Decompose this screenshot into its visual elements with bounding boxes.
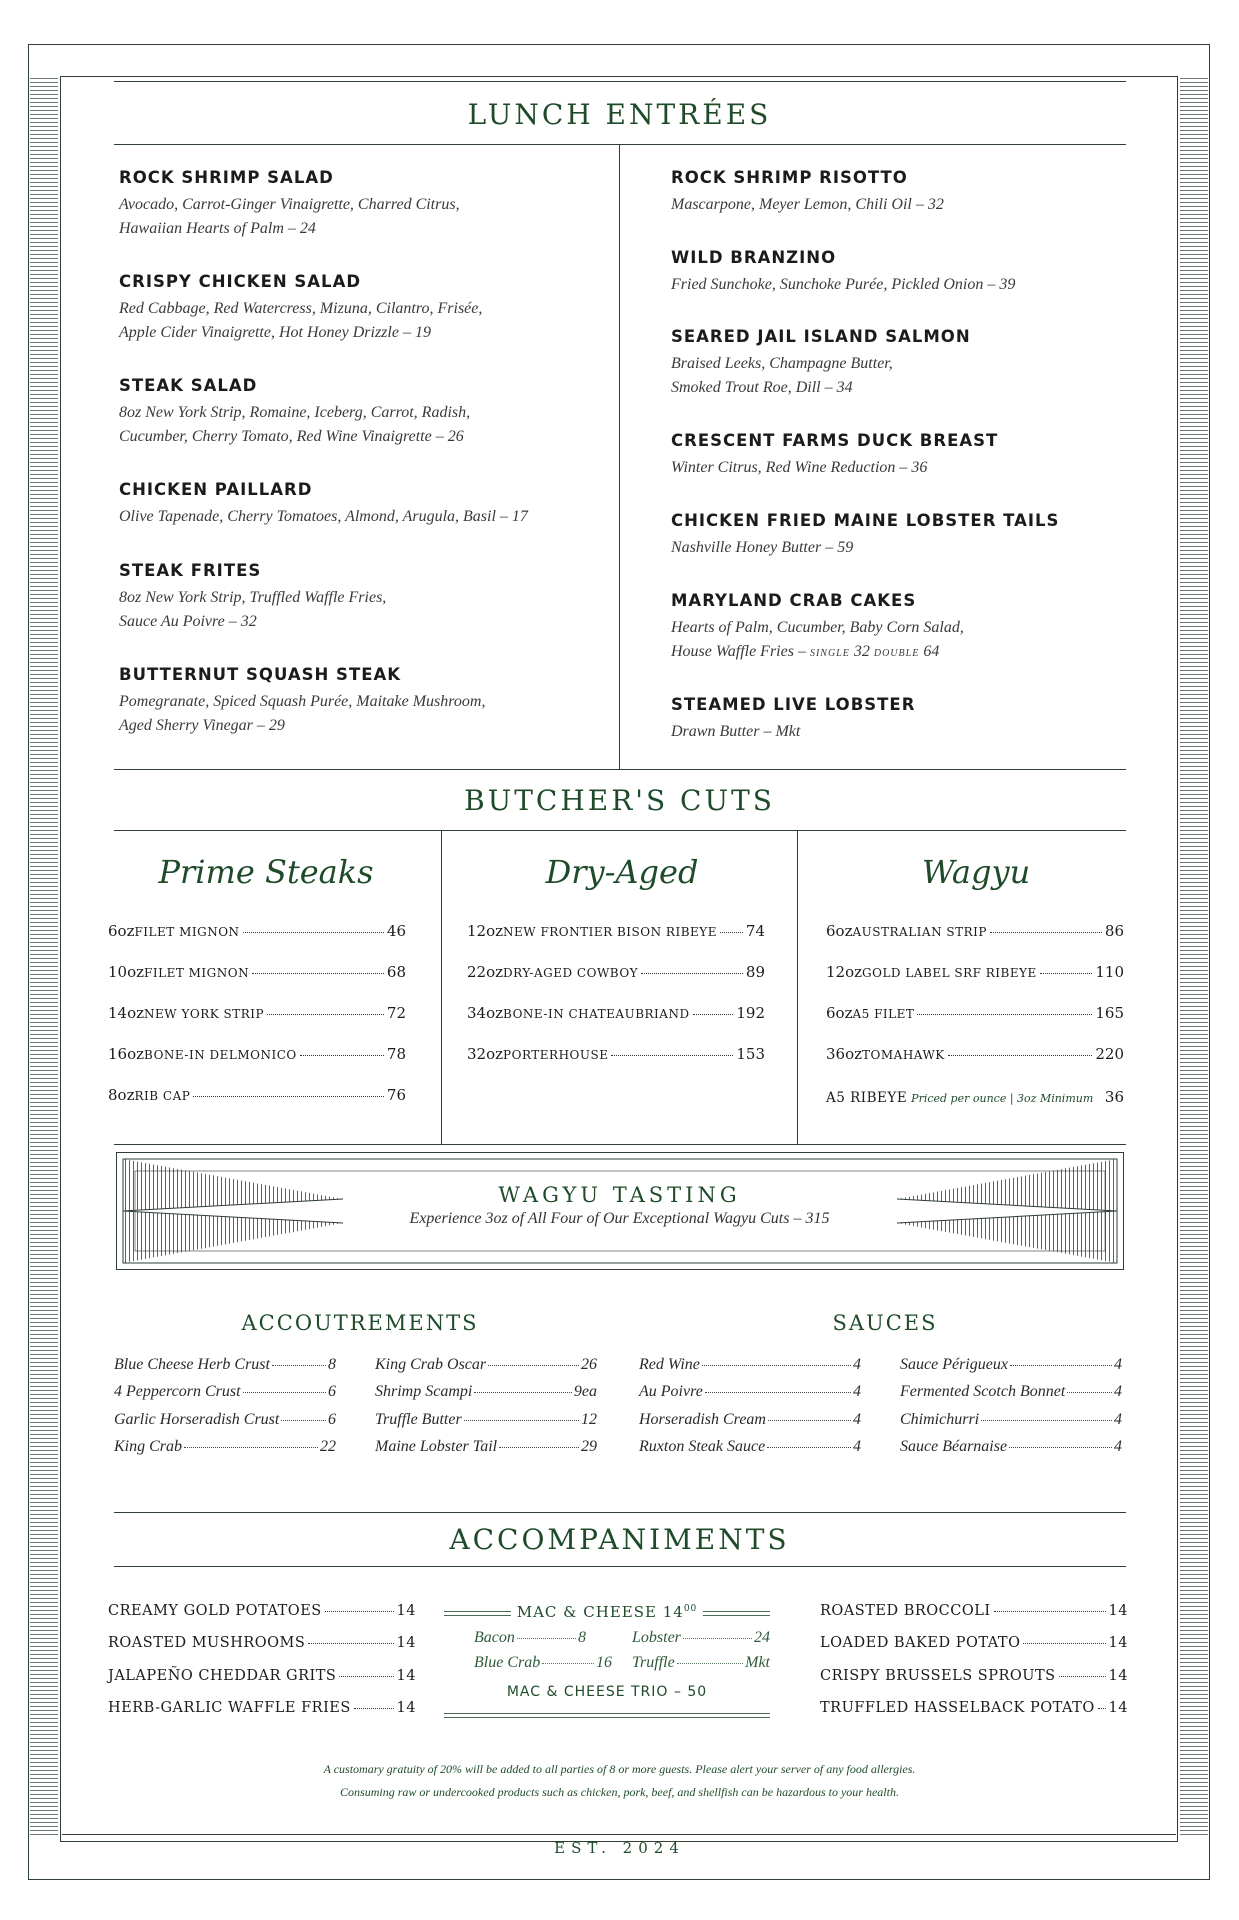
cut-size: 16oz [108, 1045, 145, 1063]
desc-line: Nashville Honey Butter – 59 [671, 539, 854, 556]
list-item [375, 1438, 597, 1456]
list-item [114, 1438, 336, 1456]
cut-row [108, 1045, 406, 1063]
mac-addon-name: Lobster [632, 1629, 681, 1646]
column-divider [797, 831, 798, 1144]
lunch-item [671, 431, 1141, 480]
item-name: SEARED JAIL ISLAND SALMON [671, 327, 971, 346]
item-desc [119, 505, 589, 529]
sauces-title: SAUCES [832, 1311, 938, 1335]
desc-line: Pomegranate, Spiced Squash Purée, Maitake Mushroom, [119, 693, 486, 710]
leader-dots [768, 1420, 851, 1421]
desc-line: Sauce Au Poivre – 32 [119, 613, 257, 630]
cut-row [108, 922, 406, 940]
gratuity-note: A customary gratuity of 20% will be added to all parties of 8 or more guests. Please alert your server of any food allergies. [323, 1762, 916, 1776]
cut-price: 74 [745, 922, 765, 940]
leader-dots [705, 1392, 851, 1393]
leader-dots [272, 1365, 326, 1366]
leader-dots [308, 1643, 393, 1644]
lunch-item [119, 561, 589, 634]
list-item-price: 6 [328, 1383, 336, 1400]
leader-dots [464, 1420, 579, 1421]
mac-addon [632, 1629, 770, 1647]
side-item [820, 1668, 1128, 1684]
list-item-price: 4 [1114, 1383, 1122, 1400]
list-item [375, 1383, 597, 1401]
desc-line: Braised Leeks, Champagne Butter, [671, 355, 893, 372]
list-item [375, 1356, 597, 1374]
desc-line: Hearts of Palm, Cucumber, Baby Corn Salad, [671, 619, 964, 636]
list-item [900, 1411, 1122, 1429]
cut-name: PORTERHOUSE [503, 1048, 609, 1062]
list-item-price: 4 [1114, 1411, 1122, 1428]
leader-dots [184, 1447, 318, 1448]
leader-dots [1059, 1676, 1106, 1677]
list-item-name: Sauce Béarnaise [900, 1438, 1008, 1455]
leader-dots [611, 1055, 733, 1056]
wagyu-tasting-desc: Experience 3oz of All Four of Our Exceptional Wagyu Cuts – 315 [409, 1210, 830, 1227]
leader-dots [339, 1676, 393, 1677]
single-label: SINGLE [809, 648, 850, 659]
list-item-name: Ruxton Steak Sauce [639, 1438, 766, 1455]
mac-addon-price: Mkt [745, 1654, 770, 1671]
list-item-name: Red Wine [639, 1356, 700, 1373]
lunch-item [671, 168, 1141, 217]
mac-trio: MAC & CHEESE TRIO – 50 [506, 1684, 708, 1700]
desc-line: Apple Cider Vinaigrette, Hot Honey Drizzle – 19 [119, 324, 431, 341]
list-item [900, 1356, 1122, 1374]
cut-name: NEW FRONTIER BISON RIBEYE [503, 925, 717, 939]
item-desc [671, 456, 1141, 480]
mac-rule [444, 1713, 770, 1714]
cut-size: 10oz [108, 963, 145, 981]
column-divider [441, 831, 442, 1144]
list-item [900, 1383, 1122, 1401]
cut-row [108, 963, 406, 981]
list-item-name: Fermented Scotch Bonnet [900, 1383, 1066, 1400]
leader-dots [243, 1392, 326, 1393]
desc-line: Smoked Trout Roe, Dill – 34 [671, 379, 853, 396]
list-item-name: Chimichurri [900, 1411, 980, 1428]
cut-size: 14oz [108, 1004, 145, 1022]
raw-food-warning: Consuming raw or undercooked products such as chicken, pork, beef, and shellfish can be hazardous to your health. [340, 1785, 899, 1799]
list-item-name: Truffle Butter [375, 1411, 462, 1428]
mac-addon-price: 16 [596, 1654, 612, 1671]
side-price: 14 [396, 1668, 416, 1684]
cut-size: 36oz [826, 1045, 863, 1063]
cut-size: 12oz [826, 963, 863, 981]
side-price: 14 [396, 1603, 416, 1619]
desc-line: 8oz New York Strip, Romaine, Iceberg, Carrot, Radish, [119, 404, 471, 421]
mac-title [444, 1603, 770, 1621]
leader-dots [693, 1014, 734, 1015]
leader-dots [1023, 1643, 1105, 1644]
cut-size: 6oz [826, 1004, 853, 1022]
list-item-price: 4 [1114, 1356, 1122, 1373]
lunch-item [119, 665, 589, 738]
mac-addon [474, 1654, 612, 1672]
cut-name: NEW YORK STRIP [144, 1007, 265, 1021]
cut-name: A5 FILET [852, 1007, 915, 1021]
leader-dots [193, 1096, 384, 1097]
list-item [114, 1383, 336, 1401]
cut-name: DRY-AGED COWBOY [503, 966, 639, 980]
cut-row [826, 1004, 1124, 1022]
list-item-name: King Crab Oscar [375, 1356, 487, 1373]
list-item-price: 4 [853, 1438, 861, 1455]
item-desc [119, 297, 589, 345]
mac-addon [632, 1654, 770, 1672]
leader-dots [767, 1447, 851, 1448]
item-desc [119, 401, 589, 449]
lunch-item [671, 591, 1141, 666]
cut-name: RIB CAP [134, 1089, 191, 1103]
cut-row [826, 963, 1124, 981]
lunch-item [671, 327, 1141, 400]
side-item [820, 1700, 1128, 1716]
cut-size: 34oz [467, 1004, 504, 1022]
item-name: ROCK SHRIMP SALAD [119, 168, 334, 187]
item-name: CRESCENT FARMS DUCK BREAST [671, 431, 999, 450]
cut-price: 78 [386, 1045, 406, 1063]
list-item [639, 1356, 861, 1374]
cut-size: 8oz [108, 1086, 135, 1104]
desc-line: Avocado, Carrot-Ginger Vinaigrette, Charred Citrus, [119, 196, 460, 213]
list-item-price: 22 [320, 1438, 336, 1455]
list-item-price: 6 [328, 1411, 336, 1428]
cut-size: 32oz [467, 1045, 504, 1063]
cut-row [108, 1004, 406, 1022]
cut-size: 12oz [467, 922, 504, 940]
side-name: JALAPEÑO CHEDDAR GRITS [108, 1668, 337, 1684]
leader-dots [677, 1663, 743, 1664]
divider [114, 144, 1126, 145]
cut-price: 86 [1104, 922, 1124, 940]
side-name: LOADED BAKED POTATO [820, 1635, 1021, 1651]
lunch-item [119, 168, 589, 241]
cut-row [467, 963, 765, 981]
side-name: ROASTED MUSHROOMS [108, 1635, 306, 1651]
list-item-name: Garlic Horseradish Crust [114, 1411, 280, 1428]
lunch-item [671, 695, 1141, 744]
divider [114, 830, 1126, 831]
lunch-item [119, 376, 589, 449]
leader-dots [1010, 1365, 1112, 1366]
cut-name: FILET MIGNON [144, 966, 250, 980]
list-item-price: 26 [581, 1356, 597, 1373]
cut-size: 6oz [826, 922, 853, 940]
list-item-name: Blue Cheese Herb Crust [114, 1356, 270, 1373]
single-price: 32 [853, 643, 870, 660]
column-divider [619, 145, 620, 769]
leader-dots [948, 1055, 1093, 1056]
accompaniments-title: ACCOMPANIMENTS [449, 1523, 790, 1556]
leader-dots [474, 1392, 572, 1393]
accoutrements-title: ACCOUTREMENTS [241, 1311, 479, 1335]
list-item-price: 29 [581, 1438, 597, 1455]
desc-line: Mascarpone, Meyer Lemon, Chili Oil – 32 [671, 196, 944, 213]
side-item [108, 1603, 416, 1619]
side-price: 14 [1108, 1603, 1128, 1619]
cut-name: BONE-IN CHATEAUBRIAND [503, 1007, 690, 1021]
side-item [108, 1668, 416, 1684]
cut-size: 22oz [467, 963, 504, 981]
desc-line: Hawaiian Hearts of Palm – 24 [119, 220, 316, 237]
item-name: WILD BRANZINO [671, 248, 837, 267]
butcher-title: BUTCHER'S CUTS [464, 784, 775, 817]
mac-addon-name: Bacon [474, 1629, 515, 1646]
list-item [375, 1411, 597, 1429]
list-item-name: Shrimp Scampi [375, 1383, 473, 1400]
cut-price: 192 [736, 1004, 765, 1022]
list-item-price: 9ea [573, 1383, 597, 1400]
list-item [114, 1356, 336, 1374]
established-year: EST. 2024 [554, 1839, 685, 1857]
mac-addon-price: 24 [754, 1629, 770, 1646]
cut-name: BONE-IN DELMONICO [144, 1048, 297, 1062]
divider [62, 1834, 1176, 1835]
leader-dots [488, 1365, 579, 1366]
a5-ribeye-row [826, 1088, 1124, 1106]
item-desc [671, 536, 1141, 560]
item-desc [119, 193, 589, 241]
cut-name: GOLD LABEL SRF RIBEYE [862, 966, 1037, 980]
mac-addon [474, 1629, 586, 1647]
side-item [108, 1700, 416, 1716]
list-item [639, 1411, 861, 1429]
cut-price: 72 [386, 1004, 406, 1022]
side-name: TRUFFLED HASSELBACK POTATO [820, 1700, 1095, 1716]
cut-price: 89 [745, 963, 765, 981]
item-desc [671, 273, 1141, 297]
mac-title-sup: 00 [683, 1604, 698, 1614]
cut-name: A5 RIBEYE [826, 1090, 908, 1106]
mac-rule [444, 1717, 770, 1718]
item-desc [671, 193, 1141, 217]
list-item-price: 4 [853, 1356, 861, 1373]
divider [114, 1512, 1126, 1513]
wagyu-heading: Wagyu [921, 853, 1031, 891]
item-name: STEAK FRITES [119, 561, 262, 580]
desc-line: Winter Citrus, Red Wine Reduction – 36 [671, 459, 928, 476]
leader-dots [243, 932, 384, 933]
wagyu-tasting-title: WAGYU TASTING [498, 1183, 741, 1207]
side-price: 14 [1108, 1700, 1128, 1716]
lunch-item [119, 480, 589, 529]
cut-name: AUSTRALIAN STRIP [852, 925, 987, 939]
leader-dots [499, 1447, 579, 1448]
leader-dots [1040, 973, 1093, 974]
side-name: HERB-GARLIC WAFFLE FRIES [108, 1700, 351, 1716]
desc-line: Aged Sherry Vinegar – 29 [119, 717, 285, 734]
item-name: MARYLAND CRAB CAKES [671, 591, 917, 610]
cut-name: TOMAHAWK [862, 1048, 945, 1062]
leader-dots [720, 932, 743, 933]
item-name: BUTTERNUT SQUASH STEAK [119, 665, 402, 684]
cut-price: 153 [736, 1045, 765, 1063]
leader-dots [1067, 1392, 1112, 1393]
cut-name: FILET MIGNON [134, 925, 240, 939]
leader-dots [994, 1611, 1106, 1612]
side-price: 14 [396, 1635, 416, 1651]
list-item [639, 1438, 861, 1456]
lunch-item [119, 272, 589, 345]
side-name: CRISPY BRUSSELS SPROUTS [820, 1668, 1056, 1684]
leader-dots [641, 973, 743, 974]
cut-row [467, 1004, 765, 1022]
cut-row [467, 1045, 765, 1063]
cut-price: 220 [1095, 1045, 1124, 1063]
list-item-name: Horseradish Cream [639, 1411, 766, 1428]
item-desc [671, 616, 1141, 666]
desc-line: Cucumber, Cherry Tomato, Red Wine Vinaigrette – 26 [119, 428, 464, 445]
item-name: STEAMED LIVE LOBSTER [671, 695, 916, 714]
leader-dots [981, 1420, 1112, 1421]
leader-dots [325, 1611, 394, 1612]
list-item [114, 1411, 336, 1429]
item-name: STEAK SALAD [119, 376, 258, 395]
cut-size: 6oz [108, 922, 135, 940]
desc-line: Fried Sunchoke, Sunchoke Purée, Pickled Onion – 39 [671, 276, 1016, 293]
list-item [900, 1438, 1122, 1456]
mac-addon-name: Blue Crab [474, 1654, 541, 1671]
double-price: 64 [923, 643, 940, 660]
leader-dots [990, 932, 1102, 933]
desc-line: Red Cabbage, Red Watercress, Mizuna, Cilantro, Frisée, [119, 300, 483, 317]
cut-row [826, 1045, 1124, 1063]
list-item-name: Au Poivre [639, 1383, 703, 1400]
side-item [820, 1603, 1128, 1619]
item-name: ROCK SHRIMP RISOTTO [671, 168, 908, 187]
cut-price: 165 [1095, 1004, 1124, 1022]
divider [114, 769, 1126, 770]
item-desc [119, 586, 589, 634]
leader-dots [1009, 1447, 1112, 1448]
list-item [639, 1383, 861, 1401]
item-name: CHICKEN PAILLARD [119, 480, 313, 499]
leader-dots [300, 1055, 384, 1056]
item-desc [671, 720, 1141, 744]
leader-dots [702, 1365, 851, 1366]
side-price: 14 [1108, 1668, 1128, 1684]
cut-row [467, 922, 765, 940]
mac-addon-price: 8 [578, 1629, 586, 1646]
side-item [108, 1635, 416, 1651]
leader-dots [354, 1708, 394, 1709]
list-item-price: 8 [328, 1356, 336, 1373]
leader-dots [542, 1663, 594, 1664]
leader-dots [281, 1420, 326, 1421]
prime-steaks-heading: Prime Steaks [158, 853, 374, 891]
divider [114, 1566, 1126, 1567]
list-item-name: 4 Peppercorn Crust [114, 1383, 241, 1400]
lunch-title: LUNCH ENTRÉES [467, 98, 772, 131]
side-name: CREAMY GOLD POTATOES [108, 1603, 322, 1619]
side-name: ROASTED BROCCOLI [820, 1603, 991, 1619]
list-item-price: 4 [1114, 1438, 1122, 1455]
leader-dots [517, 1638, 576, 1639]
list-item-price: 4 [853, 1411, 861, 1428]
double-label: DOUBLE [873, 648, 920, 659]
desc-line: Olive Tapenade, Cherry Tomatoes, Almond, Arugula, Basil – 17 [119, 508, 528, 525]
lunch-item [671, 511, 1141, 560]
dry-aged-heading: Dry-Aged [545, 853, 699, 891]
list-item-name: Sauce Périgueux [900, 1356, 1008, 1373]
cut-price: 76 [386, 1086, 406, 1104]
list-item-price: 12 [581, 1411, 597, 1428]
desc-line: Drawn Butter – Mkt [671, 723, 801, 740]
side-price: 14 [396, 1700, 416, 1716]
cut-price: 110 [1095, 963, 1124, 981]
list-item-name: Maine Lobster Tail [375, 1438, 498, 1455]
leader-dots [683, 1638, 752, 1639]
item-desc [671, 352, 1141, 400]
cut-row [826, 922, 1124, 940]
item-name: CHICKEN FRIED MAINE LOBSTER TAILS [671, 511, 1060, 530]
list-item-name: King Crab [114, 1438, 183, 1455]
cut-price: 36 [1104, 1088, 1124, 1106]
leader-dots [267, 1014, 384, 1015]
cut-price: 46 [386, 922, 406, 940]
item-desc [119, 690, 589, 738]
cut-price: 68 [386, 963, 406, 981]
leader-dots [1098, 1708, 1106, 1709]
mac-title-text: MAC & CHEESE 14 [516, 1603, 684, 1621]
side-price: 14 [1108, 1635, 1128, 1651]
desc-line [671, 640, 1141, 666]
divider [114, 81, 1126, 82]
crab-prefix: House Waffle Fries – [671, 643, 810, 660]
cut-row [108, 1086, 406, 1104]
leader-dots [252, 973, 384, 974]
side-item [820, 1635, 1128, 1651]
cut-note: Priced per ounce | 3oz Minimum [911, 1092, 1094, 1105]
desc-line: 8oz New York Strip, Truffled Waffle Fries, [119, 589, 387, 606]
divider [114, 1144, 1126, 1145]
lunch-item [671, 248, 1141, 297]
leader-dots [917, 1014, 1092, 1015]
mac-addon-name: Truffle [632, 1654, 675, 1671]
item-name: CRISPY CHICKEN SALAD [119, 272, 362, 291]
list-item-price: 4 [853, 1383, 861, 1400]
